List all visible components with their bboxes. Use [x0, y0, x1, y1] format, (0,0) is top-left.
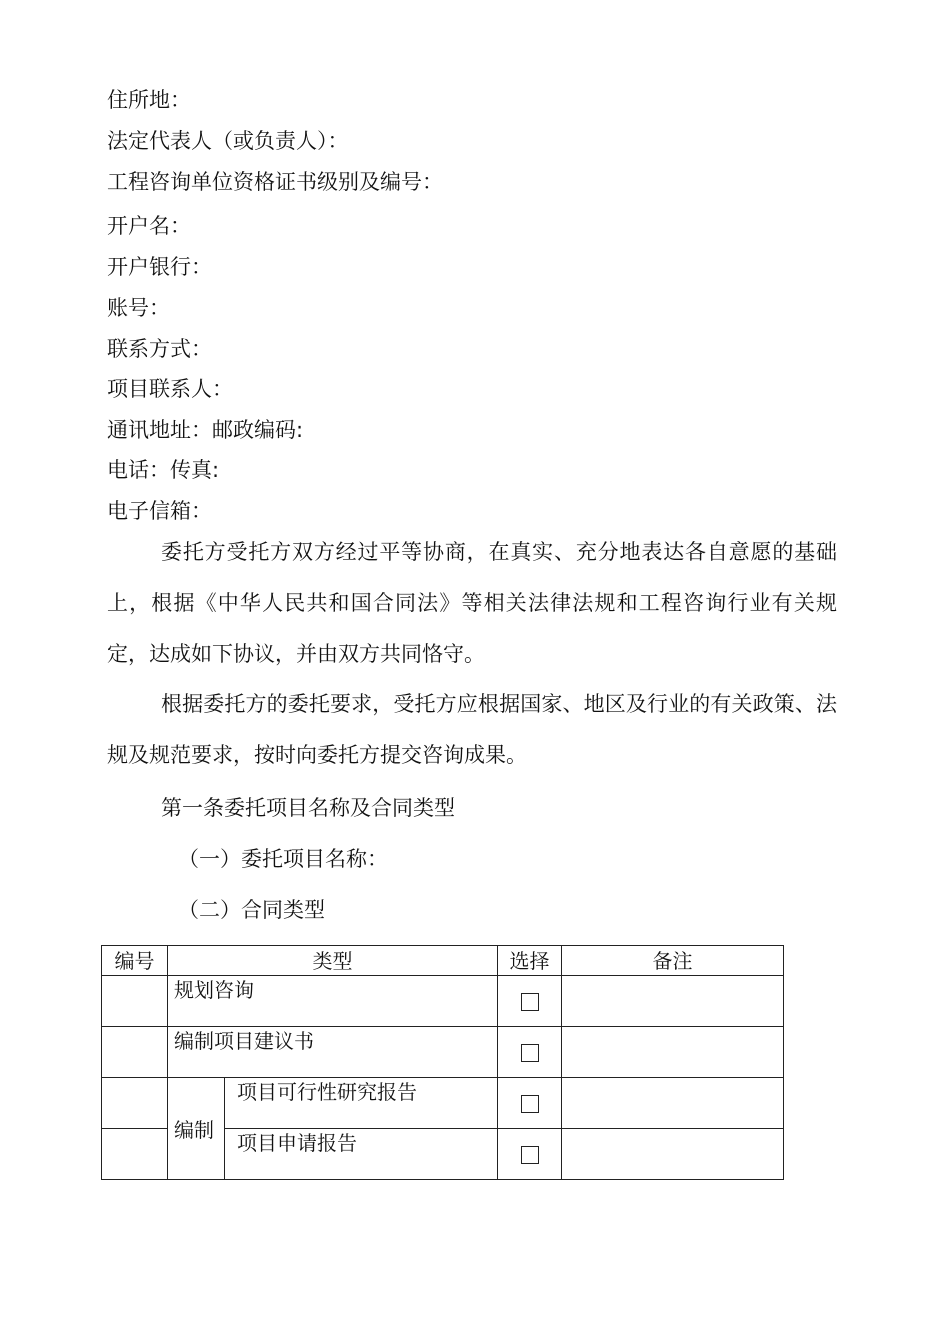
row-type-cell	[168, 976, 498, 1027]
checkbox-feasibility-study[interactable]	[521, 1095, 539, 1113]
row-remark-cell[interactable]	[562, 976, 784, 1027]
article-heading: 第一条委托项目名称及合同类型	[161, 796, 455, 820]
row-number-cell	[102, 1078, 168, 1129]
paragraph-requirements: 根据委托方的委托要求，受托方应根据国家、地区及行业的有关政策、法规及规范要求，按时向委托方提交咨询成果。	[107, 692, 837, 767]
checkbox-planning-consulting[interactable]	[521, 993, 539, 1011]
header-remark: 备注	[562, 946, 784, 976]
field-account-name: 开户名：	[107, 214, 191, 238]
field-account-number: 账号：	[107, 296, 170, 320]
row-remark-cell[interactable]	[562, 1078, 784, 1129]
field-mailing-address: 通讯地址：邮政编码:	[107, 418, 304, 442]
sub-heading-project-name: （一）委托项目名称：	[178, 847, 388, 871]
contract-type-table	[101, 945, 784, 1180]
field-phone-fax: 电话：传真:	[107, 458, 220, 482]
sub-heading-contract-type: （二）合同类型	[178, 898, 325, 922]
row-number-cell	[102, 1027, 168, 1078]
field-qualification-certificate: 工程咨询单位资格证书级别及编号：	[107, 170, 443, 194]
table-row	[102, 976, 784, 1027]
row-group-cell: 编制	[168, 1078, 225, 1180]
row-type-label: 编制项目建议书	[174, 1029, 314, 1053]
paragraph-agreement: 委托方受托方双方经过平等协商，在真实、充分地表达各自意愿的基础上，根据《中华人民共和国合同法》等相关法律法规和工程咨询行业有关规定，达成如下协议，并由双方共同恪守。	[107, 540, 837, 666]
header-number: 编号	[102, 946, 168, 976]
table-row	[102, 1027, 784, 1078]
row-select-cell[interactable]	[498, 1027, 562, 1078]
table-header-row	[102, 946, 784, 976]
row-number-cell	[102, 976, 168, 1027]
field-email: 电子信箱：	[107, 499, 212, 523]
row-type-cell	[225, 1078, 498, 1129]
header-select: 选择	[498, 946, 562, 976]
row-type-cell	[225, 1129, 498, 1180]
field-legal-representative: 法定代表人（或负责人）：	[107, 129, 349, 153]
row-select-cell[interactable]	[498, 976, 562, 1027]
row-type-label: 规划咨询	[174, 978, 254, 1002]
checkbox-project-application[interactable]	[521, 1146, 539, 1164]
row-type-cell	[168, 1027, 498, 1078]
row-select-cell[interactable]	[498, 1078, 562, 1129]
field-project-contact: 项目联系人：	[107, 377, 233, 401]
row-number-cell	[102, 1129, 168, 1180]
row-type-label: 项目可行性研究报告	[237, 1080, 417, 1104]
field-address: 住所地：	[107, 88, 191, 112]
field-contact-method: 联系方式：	[107, 337, 212, 361]
field-bank: 开户银行：	[107, 255, 212, 279]
row-select-cell[interactable]	[498, 1129, 562, 1180]
row-remark-cell[interactable]	[562, 1129, 784, 1180]
table-row	[102, 1078, 784, 1129]
header-type: 类型	[168, 946, 498, 976]
checkbox-project-proposal[interactable]	[521, 1044, 539, 1062]
row-type-label: 项目申请报告	[237, 1131, 357, 1155]
row-remark-cell[interactable]	[562, 1027, 784, 1078]
